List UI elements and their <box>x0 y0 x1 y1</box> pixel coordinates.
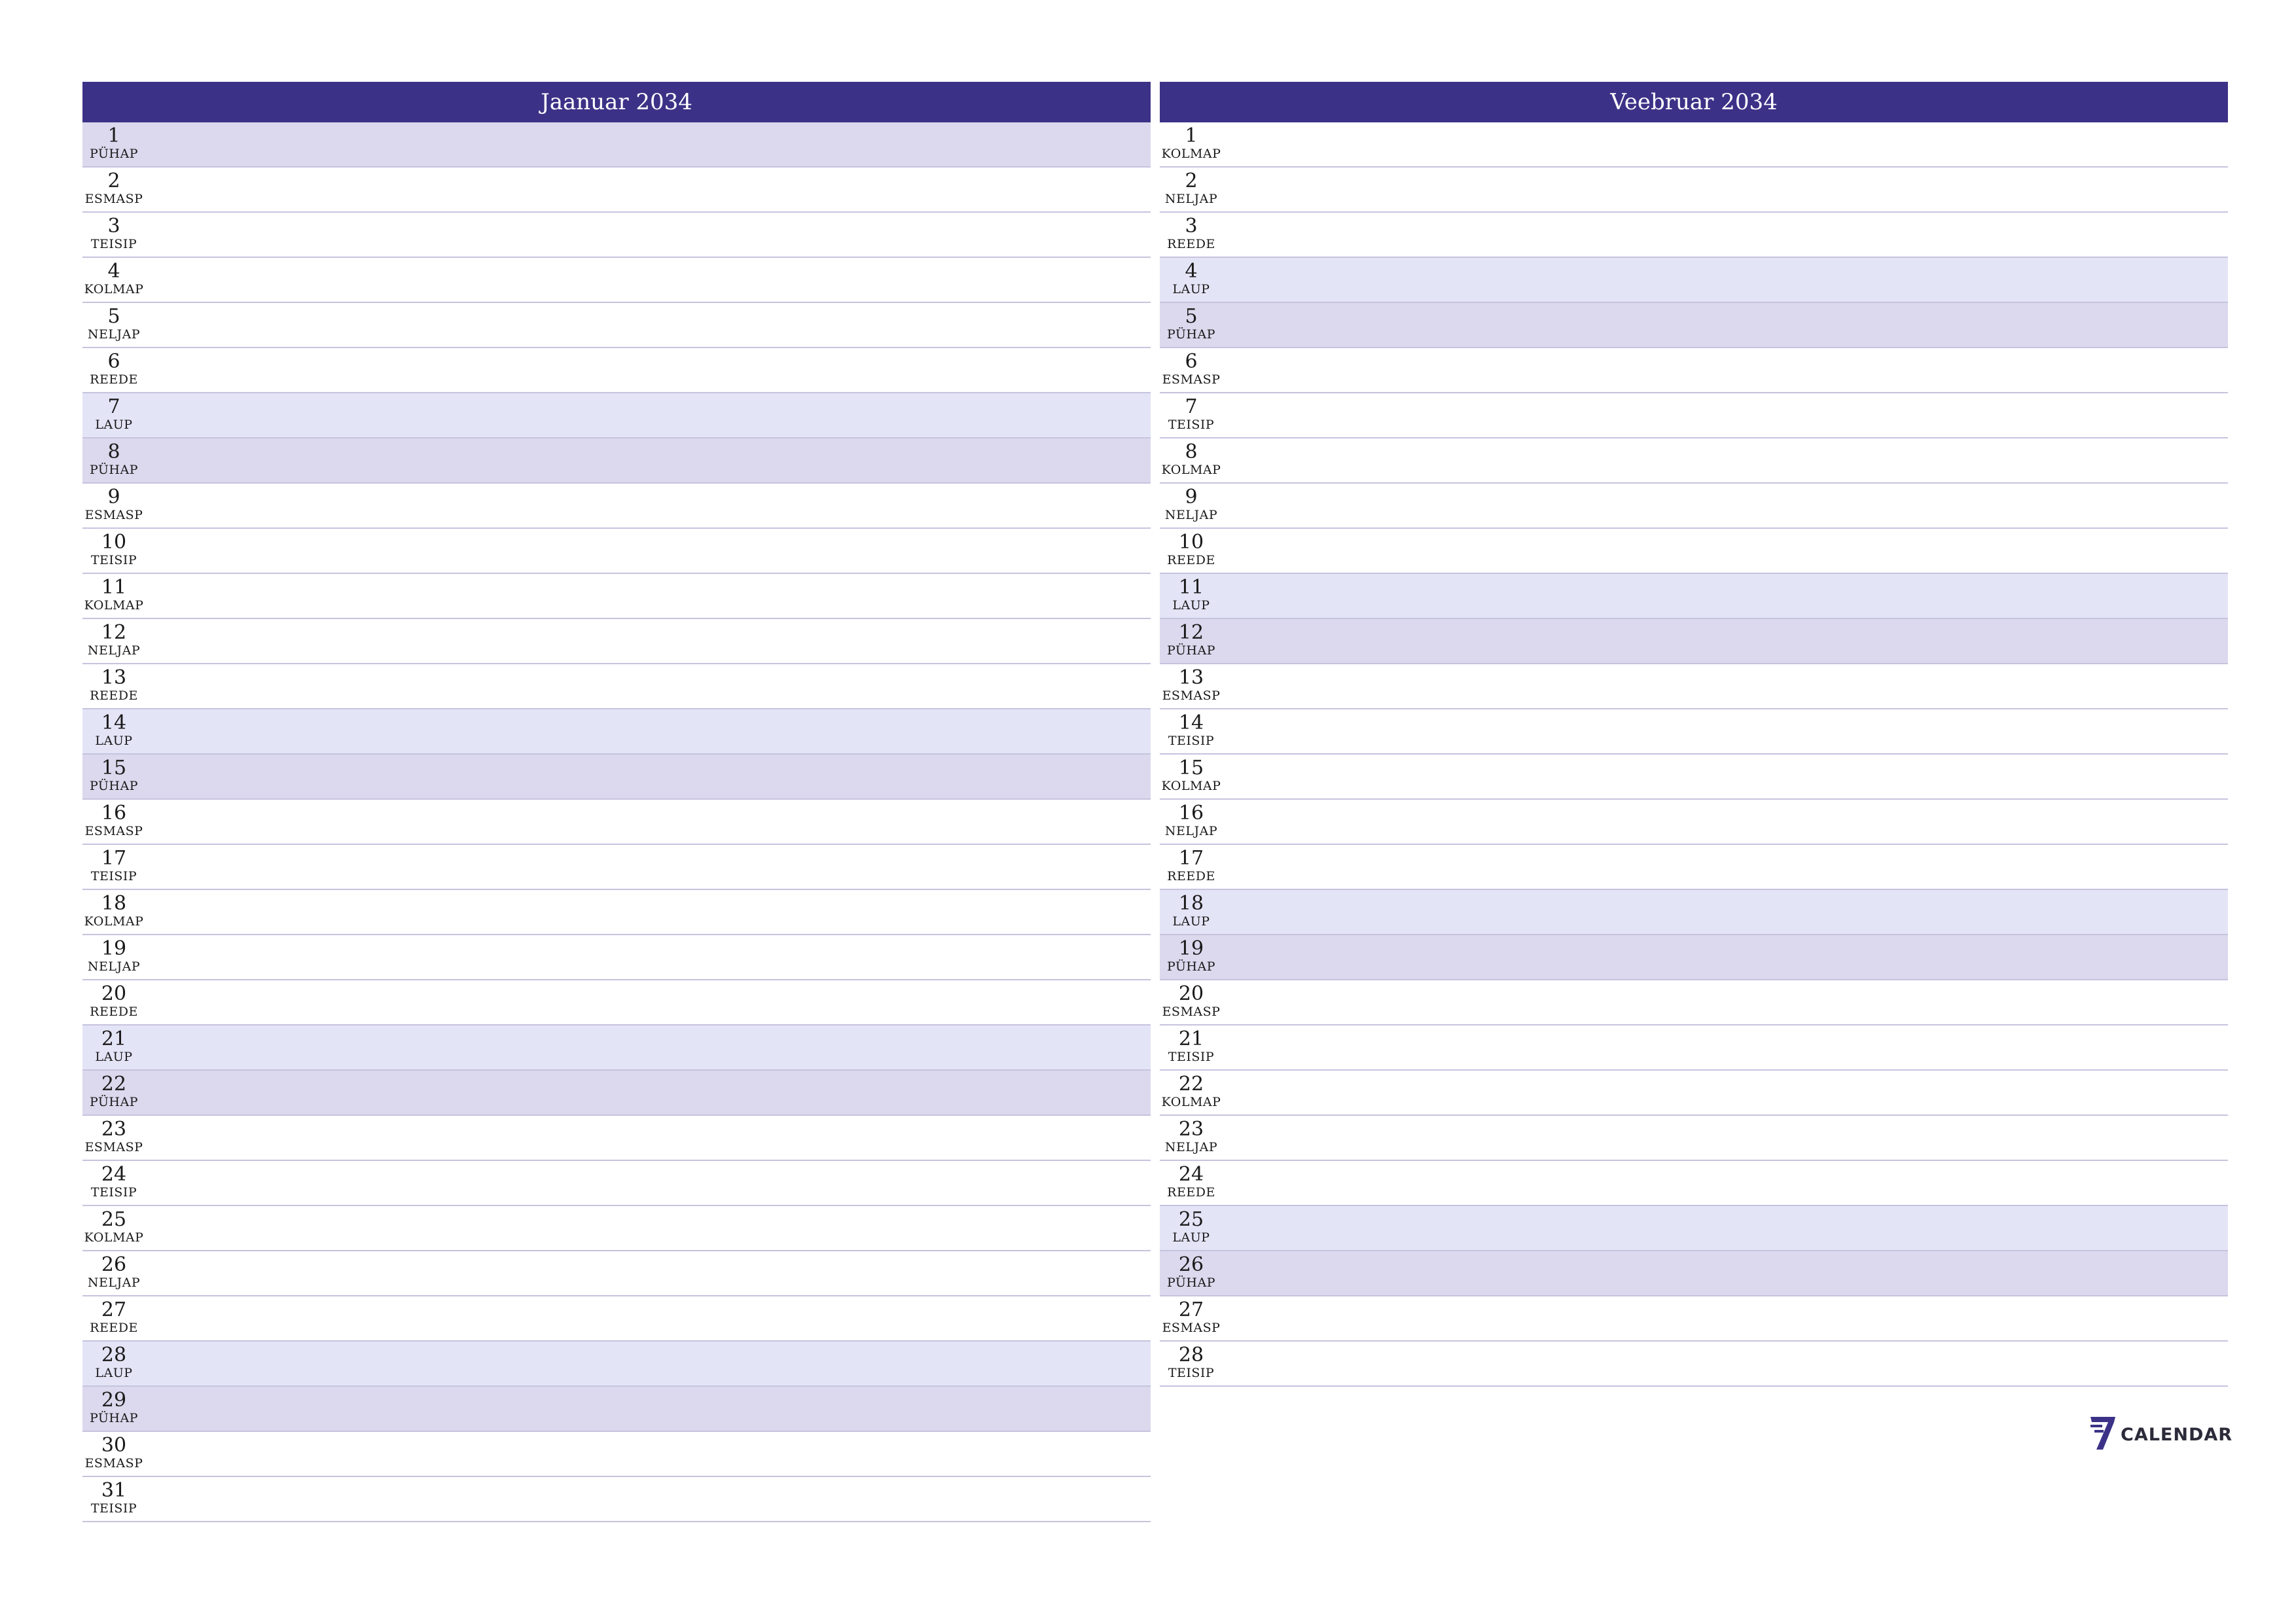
day-cell <box>1160 122 1223 166</box>
day-number: 20 <box>101 982 127 1005</box>
day-name: ESMASP <box>1162 1005 1221 1019</box>
day-row[interactable] <box>1160 438 2228 484</box>
day-number: 24 <box>101 1163 127 1186</box>
day-row[interactable] <box>1160 1161 2228 1206</box>
brand-logo[interactable] <box>2088 1417 2233 1452</box>
day-name: REEDE <box>90 688 138 703</box>
day-cell <box>1160 935 1223 979</box>
day-name: REEDE <box>1167 1185 1215 1200</box>
day-name: REEDE <box>90 1321 138 1335</box>
day-row[interactable] <box>1160 1251 2228 1296</box>
day-number: 16 <box>101 802 127 825</box>
day-name: TEISIP <box>90 237 137 251</box>
day-cell <box>82 935 145 979</box>
day-number: 5 <box>1185 305 1198 328</box>
day-cell <box>1160 890 1223 934</box>
day-name: KOLMAP <box>1161 1095 1221 1109</box>
day-row[interactable] <box>82 574 1151 619</box>
day-row[interactable] <box>82 1342 1151 1387</box>
day-cell <box>82 1071 145 1115</box>
month-january <box>82 82 1151 1522</box>
day-cell <box>1160 709 1223 753</box>
day-name: REEDE <box>1167 869 1215 883</box>
day-cell <box>1160 1161 1223 1205</box>
day-name: TEISIP <box>90 553 137 567</box>
day-number: 14 <box>1178 711 1204 734</box>
day-cell <box>82 664 145 708</box>
day-cell <box>1160 980 1223 1024</box>
day-name: LAUP <box>95 1050 133 1064</box>
day-name: PÜHAP <box>89 147 139 161</box>
day-number: 10 <box>101 531 127 554</box>
day-cell <box>82 800 145 844</box>
day-number: 29 <box>101 1389 127 1412</box>
logo-text: CALENDAR <box>2121 1424 2233 1445</box>
day-cell <box>1160 1251 1223 1295</box>
day-number: 5 <box>107 305 120 328</box>
day-name: ESMASP <box>1162 372 1221 387</box>
day-row[interactable] <box>82 393 1151 438</box>
day-number: 16 <box>1178 802 1204 825</box>
day-name: NELJAP <box>1164 824 1218 838</box>
day-row[interactable] <box>82 755 1151 800</box>
day-row[interactable] <box>1160 348 2228 393</box>
day-number: 6 <box>1185 350 1198 373</box>
day-row[interactable] <box>1160 484 2228 529</box>
day-row[interactable] <box>1160 122 2228 168</box>
day-number: 11 <box>1178 576 1204 599</box>
day-name: REEDE <box>1167 237 1215 251</box>
day-number: 7 <box>1185 395 1198 418</box>
day-name: ESMASP <box>84 824 143 838</box>
day-cell <box>82 1026 145 1069</box>
day-cell <box>82 1251 145 1295</box>
day-name: KOLMAP <box>84 598 144 613</box>
day-number: 25 <box>1178 1208 1204 1231</box>
day-cell <box>82 258 145 302</box>
day-number: 28 <box>101 1344 127 1366</box>
day-name: KOLMAP <box>84 1230 144 1245</box>
day-number: 28 <box>1178 1344 1204 1366</box>
day-number: 15 <box>101 757 127 779</box>
day-row[interactable] <box>1160 709 2228 755</box>
day-name: NELJAP <box>1164 1140 1218 1154</box>
month-title: Jaanuar 2034 <box>82 82 1151 122</box>
day-name: TEISIP <box>1168 1050 1215 1064</box>
day-cell <box>82 1161 145 1205</box>
day-cell <box>82 709 145 753</box>
day-number: 25 <box>101 1208 127 1231</box>
day-row[interactable] <box>82 1387 1151 1432</box>
day-name: NELJAP <box>87 1275 141 1290</box>
day-cell <box>82 890 145 934</box>
day-row[interactable] <box>82 1432 1151 1477</box>
day-row[interactable] <box>82 122 1151 168</box>
day-number: 23 <box>1178 1118 1204 1141</box>
day-cell <box>1160 845 1223 889</box>
day-cell <box>1160 1116 1223 1160</box>
day-row[interactable] <box>1160 393 2228 438</box>
day-cell <box>1160 664 1223 708</box>
day-number: 10 <box>1178 531 1204 554</box>
day-cell <box>1160 303 1223 347</box>
day-number: 18 <box>1178 892 1204 915</box>
day-row[interactable] <box>82 1296 1151 1342</box>
day-number: 9 <box>1185 486 1198 508</box>
day-row[interactable] <box>1160 303 2228 348</box>
day-name: NELJAP <box>1164 508 1218 522</box>
day-row[interactable] <box>82 664 1151 709</box>
day-name: TEISIP <box>90 1185 137 1200</box>
seven-logo-icon <box>2088 1417 2115 1452</box>
day-name: TEISIP <box>1168 734 1215 748</box>
day-list <box>82 122 1151 1522</box>
day-row[interactable] <box>1160 1116 2228 1161</box>
day-row[interactable] <box>82 709 1151 755</box>
day-number: 27 <box>101 1298 127 1321</box>
day-cell <box>82 213 145 257</box>
day-row[interactable] <box>82 1026 1151 1071</box>
day-row[interactable] <box>1160 890 2228 935</box>
day-name: KOLMAP <box>1161 463 1221 477</box>
day-cell <box>1160 529 1223 573</box>
day-name: REEDE <box>90 372 138 387</box>
day-row[interactable] <box>82 1251 1151 1296</box>
day-cell <box>1160 484 1223 527</box>
day-number: 27 <box>1178 1298 1204 1321</box>
day-row[interactable] <box>82 303 1151 348</box>
day-name: PÜHAP <box>1166 959 1216 974</box>
day-number: 17 <box>1178 847 1204 870</box>
day-row[interactable] <box>1160 755 2228 800</box>
day-number: 8 <box>1185 440 1198 463</box>
day-number: 9 <box>107 486 120 508</box>
day-row[interactable] <box>82 348 1151 393</box>
day-number: 19 <box>101 937 127 960</box>
day-name: PÜHAP <box>1166 1275 1216 1290</box>
day-name: PÜHAP <box>89 1095 139 1109</box>
day-row[interactable] <box>1160 800 2228 845</box>
day-cell <box>82 1296 145 1340</box>
day-row[interactable] <box>1160 980 2228 1026</box>
day-cell <box>82 1116 145 1160</box>
day-name: LAUP <box>95 1366 133 1380</box>
day-cell <box>82 1206 145 1250</box>
day-number: 24 <box>1178 1163 1204 1186</box>
day-name: LAUP <box>1172 914 1210 929</box>
day-row[interactable] <box>82 1116 1151 1161</box>
month-february <box>1160 82 2228 1387</box>
day-cell <box>82 348 145 392</box>
day-name: ESMASP <box>84 1456 143 1471</box>
day-cell <box>1160 438 1223 482</box>
day-cell <box>82 529 145 573</box>
day-row[interactable] <box>82 935 1151 980</box>
day-row[interactable] <box>1160 619 2228 664</box>
day-name: TEISIP <box>90 1501 137 1516</box>
day-name: NELJAP <box>1164 192 1218 206</box>
day-row[interactable] <box>1160 664 2228 709</box>
day-number: 19 <box>1178 937 1204 960</box>
day-name: ESMASP <box>1162 1321 1221 1335</box>
day-name: PÜHAP <box>89 463 139 477</box>
day-name: KOLMAP <box>84 282 144 296</box>
day-row[interactable] <box>82 213 1151 258</box>
day-cell <box>1160 213 1223 257</box>
day-number: 22 <box>1178 1073 1204 1096</box>
day-number: 3 <box>1185 215 1198 238</box>
day-name: NELJAP <box>87 643 141 658</box>
day-row[interactable] <box>1160 213 2228 258</box>
day-name: ESMASP <box>1162 688 1221 703</box>
day-number: 14 <box>101 711 127 734</box>
day-name: PÜHAP <box>89 779 139 793</box>
day-row[interactable] <box>1160 1071 2228 1116</box>
day-cell <box>82 1387 145 1431</box>
day-number: 12 <box>1178 621 1204 644</box>
day-row[interactable] <box>82 845 1151 890</box>
day-name: LAUP <box>95 418 133 432</box>
day-number: 1 <box>107 124 120 147</box>
day-number: 21 <box>1178 1027 1204 1050</box>
day-number: 8 <box>107 440 120 463</box>
day-row[interactable] <box>1160 1206 2228 1251</box>
day-row[interactable] <box>1160 1296 2228 1342</box>
day-row[interactable] <box>82 1206 1151 1251</box>
day-row[interactable] <box>1160 529 2228 574</box>
day-name: KOLMAP <box>1161 147 1221 161</box>
day-number: 30 <box>101 1434 127 1457</box>
day-cell <box>82 619 145 663</box>
day-name: KOLMAP <box>1161 779 1221 793</box>
day-cell <box>82 393 145 437</box>
day-cell <box>1160 800 1223 844</box>
day-row[interactable] <box>1160 574 2228 619</box>
day-cell <box>82 1432 145 1476</box>
day-name: LAUP <box>95 734 133 748</box>
day-number: 2 <box>1185 169 1198 192</box>
day-row[interactable] <box>1160 1026 2228 1071</box>
day-number: 3 <box>107 215 120 238</box>
day-cell <box>1160 619 1223 663</box>
day-number: 22 <box>101 1073 127 1096</box>
day-cell <box>82 168 145 211</box>
day-number: 21 <box>101 1027 127 1050</box>
day-number: 4 <box>1185 260 1198 283</box>
day-number: 1 <box>1185 124 1198 147</box>
day-cell <box>1160 393 1223 437</box>
day-name: KOLMAP <box>84 914 144 929</box>
day-row[interactable] <box>82 1477 1151 1522</box>
day-name: LAUP <box>1172 598 1210 613</box>
day-name: TEISIP <box>1168 418 1215 432</box>
day-number: 31 <box>101 1479 127 1502</box>
day-number: 7 <box>107 395 120 418</box>
day-row[interactable] <box>82 1071 1151 1116</box>
month-title: Veebruar 2034 <box>1160 82 2228 122</box>
day-row[interactable] <box>82 980 1151 1026</box>
day-number: 2 <box>107 169 120 192</box>
day-row[interactable] <box>82 258 1151 303</box>
day-cell <box>82 1477 145 1521</box>
day-cell <box>1160 1296 1223 1340</box>
day-row[interactable] <box>82 800 1151 845</box>
day-number: 26 <box>1178 1253 1204 1276</box>
day-row[interactable] <box>82 168 1151 213</box>
day-number: 26 <box>101 1253 127 1276</box>
day-cell <box>1160 348 1223 392</box>
day-cell <box>82 438 145 482</box>
day-number: 18 <box>101 892 127 915</box>
day-cell <box>1160 1026 1223 1069</box>
day-name: LAUP <box>1172 282 1210 296</box>
day-name: NELJAP <box>87 959 141 974</box>
day-row[interactable] <box>82 529 1151 574</box>
day-row[interactable] <box>1160 1342 2228 1387</box>
day-cell <box>82 574 145 618</box>
day-name: PÜHAP <box>1166 643 1216 658</box>
day-cell <box>1160 1071 1223 1115</box>
day-cell <box>82 122 145 166</box>
day-name: ESMASP <box>84 192 143 206</box>
day-number: 11 <box>101 576 127 599</box>
day-name: PÜHAP <box>89 1411 139 1425</box>
day-name: REEDE <box>1167 553 1215 567</box>
day-row[interactable] <box>1160 168 2228 213</box>
day-name: PÜHAP <box>1166 327 1216 342</box>
day-name: TEISIP <box>90 869 137 883</box>
day-cell <box>82 303 145 347</box>
day-row[interactable] <box>82 1161 1151 1206</box>
day-cell <box>1160 1206 1223 1250</box>
day-number: 23 <box>101 1118 127 1141</box>
day-number: 15 <box>1178 757 1204 779</box>
day-row[interactable] <box>1160 935 2228 980</box>
day-name: ESMASP <box>84 1140 143 1154</box>
day-cell <box>82 755 145 798</box>
day-cell <box>82 1342 145 1385</box>
day-name: LAUP <box>1172 1230 1210 1245</box>
day-number: 12 <box>101 621 127 644</box>
day-number: 13 <box>101 666 127 689</box>
day-number: 13 <box>1178 666 1204 689</box>
day-number: 20 <box>1178 982 1204 1005</box>
day-list <box>1160 122 2228 1387</box>
day-number: 4 <box>107 260 120 283</box>
day-name: ESMASP <box>84 508 143 522</box>
day-number: 17 <box>101 847 127 870</box>
day-cell <box>1160 258 1223 302</box>
day-cell <box>1160 1342 1223 1385</box>
day-row[interactable] <box>1160 845 2228 890</box>
day-cell <box>82 980 145 1024</box>
day-cell <box>1160 755 1223 798</box>
day-number: 6 <box>107 350 120 373</box>
day-row[interactable] <box>82 619 1151 664</box>
day-cell <box>82 484 145 527</box>
day-cell <box>1160 168 1223 211</box>
day-row[interactable] <box>82 484 1151 529</box>
day-name: NELJAP <box>87 327 141 342</box>
day-name: TEISIP <box>1168 1366 1215 1380</box>
day-row[interactable] <box>1160 258 2228 303</box>
day-name: REEDE <box>90 1005 138 1019</box>
day-row[interactable] <box>82 438 1151 484</box>
day-cell <box>1160 574 1223 618</box>
day-cell <box>82 845 145 889</box>
day-row[interactable] <box>82 890 1151 935</box>
